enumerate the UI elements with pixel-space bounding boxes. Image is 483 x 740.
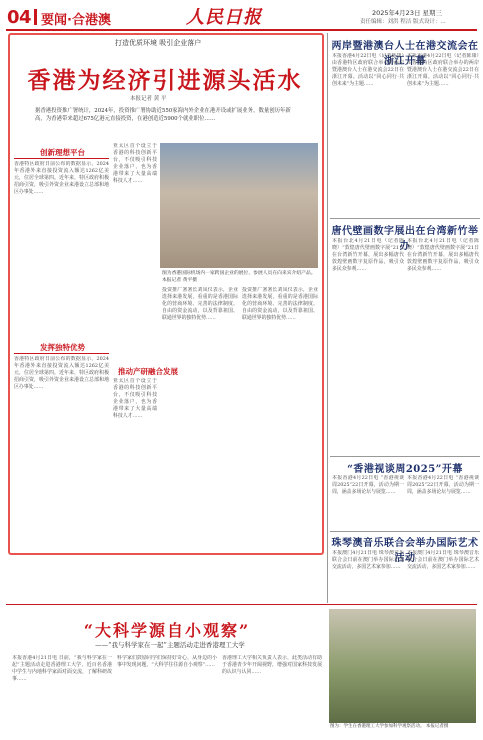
section-title: 要闻·合港澳 — [41, 13, 111, 28]
bottom-col-3: 香港理工大学相关负责人表示，此类活动有助于香港青少年开阔视野，增强对国家科技发展的认识与认同…… — [222, 655, 322, 676]
bottom-col-1: 本报香港4月21日电 日前，“我与科学家在一起”主题活动走进香港理工大学，近百名香港中学生与内地科学家面对面交流，了解科研故事…… — [12, 655, 112, 683]
right-col-2a: 本报台北4月21日电（记者陈晓）“敦煌唐代壁画数字展”21日在台湾新竹开幕，展出多幅唐代敦煌壁画数字复原作品，吸引众多民众参观…… — [332, 238, 404, 273]
main-col-2a: 亚太区首个设立于香港的科技创新平台，不仅吸引科技企业落户，也为香港带来了大量高端科技人才…… — [113, 143, 157, 185]
main-lead: 据香港投资推广署统计，2024年，投资推广署协助近550家海内外企业在港开设或扩展业务，数量创历年新高，为香港带来超过675亿港元直接投资，在港创造近5900个就业职位…… — [35, 108, 291, 122]
header-rule — [6, 29, 477, 31]
main-photo — [160, 143, 318, 268]
main-byline: 本报记者 黄 平 — [130, 96, 167, 102]
page-number: 04 — [7, 7, 32, 28]
page-header — [0, 0, 483, 32]
right-col-3a: 本报香港4月22日电 “香港视谈周2025”22日开幕，活动为期一周，涵盖多场论坛与展览…… — [332, 475, 404, 496]
bottom-subheadline: ——“我与科学家在一起”主题活动走进香港理工大学 — [95, 641, 245, 649]
issue-date: 2025年4月23日 星期三 — [372, 9, 443, 17]
right-headline-2[interactable]: 唐代壁画数字展出在台湾新竹举办 — [331, 226, 479, 252]
right-rule-3 — [330, 531, 480, 532]
newspaper-logo: 人民日报 — [186, 7, 262, 28]
right-headline-1[interactable]: 两岸暨港澳台人士在港交流会在浙江开幕 — [331, 41, 479, 67]
bottom-photo-caption: 图为：学生在香港理工大学参加科学观察活动。 本报记者摄 — [330, 724, 449, 729]
section-marker — [34, 9, 37, 25]
main-col-3: 投资推广署署长刘凤仪表示，企业选择来港发展，看重的是香港国际化的营商环境、完善的法律制度、自由的资金流动，以及背靠祖国、联通世界的独特优势…… — [162, 287, 238, 322]
right-rule-2 — [330, 456, 480, 457]
subhead-2: 发挥独特优势 — [40, 343, 85, 352]
main-col-2b: 亚太区首个设立于香港的科技创新平台，不仅吸引科技企业落户，也为香港带来了大量高端科技人才…… — [113, 378, 157, 420]
right-col-1b: 本报香港4月22日电（记者陈康）由香港特区政府联合举办的两岸暨港澳台人士在港交流会22日在浙江开幕。活动以“同心同行·共创未来”为主题…… — [407, 53, 479, 88]
right-col-4b: 本报澳门4月21日电 珠琴澳音乐联合会日前在澳门举办国际艺术交流活动，多国艺术家参加…… — [407, 550, 479, 571]
right-headline-4[interactable]: 珠琴澳音乐联合会举办国际艺术活动 — [331, 538, 479, 564]
right-col-3b: 本报香港4月22日电 “香港视谈周2025”22日开幕，活动为期一周，涵盖多场论坛与展览…… — [407, 475, 479, 496]
main-overline: 打造优质环境 吸引企业落户 — [115, 39, 202, 47]
subhead-3: 推动产研融合发展 — [118, 367, 178, 376]
right-col-1a: 本报香港4月22日电（记者陈康）由香港特区政府联合举办的两岸暨港澳台人士在港交流会22日在浙江开幕。活动以“同心同行·共创未来”为主题…… — [332, 53, 404, 88]
right-col-2b: 本报台北4月21日电（记者陈晓）“敦煌唐代壁画数字展”21日在台湾新竹开幕，展出多幅唐代敦煌壁画数字复原作品，吸引众多民众参观…… — [407, 238, 479, 273]
main-col-1b: 香港特区政府日前公布的数据显示，2024年香港外来直接投资流入额达1262亿美元，位居全球第四。近年来，特区政府积极招商引资，吸引外资企业来港设立总部和地区办事处…… — [14, 356, 109, 391]
subhead-rule-1 — [14, 158, 109, 159]
subhead-rule-2 — [14, 353, 109, 354]
main-col-4: 投资推广署署长刘凤仪表示，企业选择来港发展，看重的是香港国际化的营商环境、完善的法律制度、自由的资金流动，以及背靠祖国、联通世界的独特优势…… — [242, 287, 318, 322]
editors-line: 责任编辑：刘洪 程洁 版式设计：... — [360, 19, 446, 25]
right-headline-3[interactable]: “香港视谈周2025”开幕 — [347, 464, 463, 475]
subhead-1: 创新理想平台 — [40, 148, 85, 157]
bottom-separator — [6, 604, 477, 605]
bottom-col-2: 科学家们鼓励同学们保持好奇心，从身边的小事中发现问题，“大科学往往源自小观察”…… — [117, 655, 217, 669]
right-divider — [327, 33, 328, 603]
right-col-4a: 本报澳门4月21日电 珠琴澳音乐联合会日前在澳门举办国际艺术交流活动，多国艺术家参加…… — [332, 550, 404, 571]
bottom-photo — [329, 609, 476, 723]
bottom-headline[interactable]: “大科学源自小观察” — [83, 621, 251, 640]
main-headline[interactable]: 香港为经济引进源头活水 — [27, 67, 303, 94]
main-col-1a: 香港特区政府日前公布的数据显示，2024年香港外来直接投资流入额达1262亿美元，位居全球第四。近年来，特区政府积极招商引资，吸引外资企业来港设立总部和地区办事处…… — [14, 161, 109, 196]
right-rule-1 — [330, 218, 480, 219]
main-photo-caption: 图为香港国际机场内一家跨国企业的展位，参展人员在向来宾介绍产品。 本报记者 黄平摄 — [162, 271, 316, 283]
